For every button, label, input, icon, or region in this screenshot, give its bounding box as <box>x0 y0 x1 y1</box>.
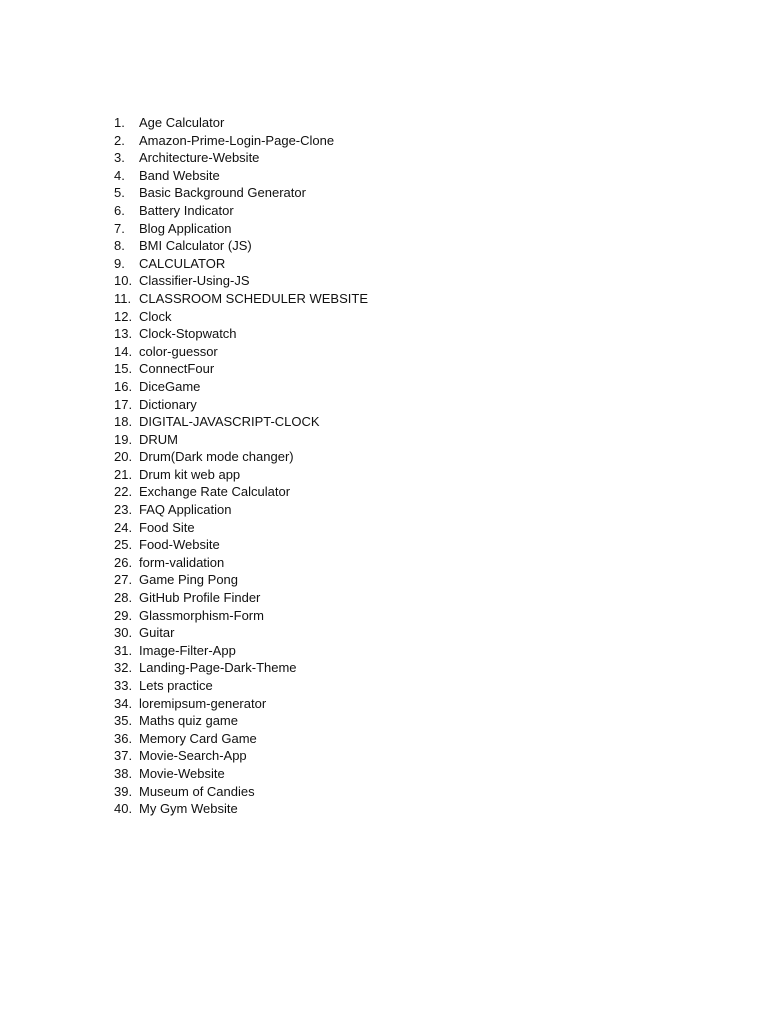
list-item <box>114 677 368 695</box>
list-item <box>114 747 368 765</box>
list-item <box>114 571 368 589</box>
list-item-text: Memory Card Game <box>139 730 257 746</box>
list-item <box>114 132 368 150</box>
list-item-number: 29. <box>114 607 133 623</box>
list-item <box>114 360 368 378</box>
list-item-number: 1. <box>114 115 125 130</box>
list-item-text: BMI Calculator (JS) <box>139 238 252 254</box>
list-item-number: 10. <box>114 273 133 289</box>
list-item-number: 31. <box>114 642 133 658</box>
list-item-number: 28. <box>114 590 133 606</box>
list-item-text: Landing-Page-Dark-Theme <box>139 660 297 676</box>
list-item-text: Movie-Search-App <box>139 748 247 764</box>
list-item-text: Movie-Website <box>139 765 225 781</box>
list-item-number: 33. <box>114 678 133 693</box>
list-item-number: 17. <box>114 396 133 412</box>
list-item-text: DIGITAL-JAVASCRIPT-CLOCK <box>139 414 320 430</box>
list-item-text: Battery Indicator <box>139 202 234 218</box>
list-item <box>114 765 368 783</box>
list-item-number: 16. <box>114 378 133 394</box>
list-item-text: form-validation <box>139 554 225 570</box>
list-item-text: FAQ Application <box>139 502 232 518</box>
list-item-number: 6. <box>114 202 125 218</box>
list-item-text: CLASSROOM SCHEDULER WEBSITE <box>139 290 368 306</box>
list-item <box>114 220 368 238</box>
list-item-text: Guitar <box>139 625 175 641</box>
list-item-number: 4. <box>114 167 125 183</box>
list-item-number: 2. <box>114 132 125 148</box>
list-item-text: Museum of Candies <box>139 783 255 799</box>
list-item-number: 37. <box>114 748 133 764</box>
list-item <box>114 167 368 185</box>
list-item-number: 24. <box>114 519 133 535</box>
list-item <box>114 431 368 449</box>
list-item-text: My Gym Website <box>139 801 238 817</box>
list-item-number: 9. <box>114 255 125 271</box>
list-item-number: 34. <box>114 695 133 711</box>
list-item-text: Image-Filter-App <box>139 642 236 658</box>
list-item-text: Band Website <box>139 167 220 183</box>
list-item-text: Amazon-Prime-Login-Page-Clone <box>139 132 335 148</box>
list-item-number: 5. <box>114 185 125 201</box>
list-item <box>114 783 368 801</box>
list-item-text: Age Calculator <box>139 115 225 130</box>
list-item-number: 26. <box>114 554 133 570</box>
list-item <box>114 290 368 308</box>
list-item-text: GitHub Profile Finder <box>139 590 261 606</box>
list-item <box>114 413 368 431</box>
list-item <box>114 448 368 466</box>
list-item-number: 12. <box>114 308 133 324</box>
list-item-number: 14. <box>114 343 133 359</box>
list-item-text: Game Ping Pong <box>139 572 239 588</box>
list-item-text: Classifier-Using-JS <box>139 273 250 289</box>
list-item-text: DiceGame <box>139 378 201 394</box>
list-item <box>114 554 368 572</box>
list-item <box>114 519 368 537</box>
list-item-text: Food-Website <box>139 537 220 553</box>
list-item <box>114 466 368 484</box>
list-item-text: DRUM <box>139 431 178 447</box>
list-item-number: 32. <box>114 660 133 676</box>
list-item <box>114 114 368 132</box>
list-item-text: Exchange Rate Calculator <box>139 484 291 500</box>
list-item-number: 40. <box>114 801 133 817</box>
list-item <box>114 378 368 396</box>
list-item-number: 15. <box>114 361 133 377</box>
list-item-number: 13. <box>114 326 133 342</box>
list-item-number: 19. <box>114 431 133 447</box>
list-item <box>114 308 368 326</box>
list-item-number: 35. <box>114 713 133 729</box>
list-item-number: 20. <box>114 449 133 465</box>
list-item-text: CALCULATOR <box>139 255 226 271</box>
list-item-text: Drum kit web app <box>139 466 241 482</box>
list-item-number: 8. <box>114 238 125 254</box>
list-item-number: 11. <box>114 290 132 306</box>
list-item <box>114 343 368 361</box>
list-item-text: Clock-Stopwatch <box>139 326 237 342</box>
list-item-text: Maths quiz game <box>139 713 238 729</box>
list-item <box>114 272 368 290</box>
list-item <box>114 589 368 607</box>
list-item <box>114 396 368 414</box>
list-item-number: 21. <box>114 466 133 482</box>
list-item-number: 38. <box>114 765 133 781</box>
list-item-number: 3. <box>114 150 125 166</box>
list-item <box>114 800 368 818</box>
list-item-number: 30. <box>114 625 133 641</box>
list-item <box>114 607 368 625</box>
list-item-number: 27. <box>114 572 133 588</box>
list-item <box>114 325 368 343</box>
list-item-text: Clock <box>139 308 172 324</box>
list-item <box>114 642 368 660</box>
list-item-text: Glassmorphism-Form <box>139 607 264 623</box>
list-item-text: Dictionary <box>139 396 197 412</box>
list-item-number: 36. <box>114 730 133 746</box>
list-item-number: 22. <box>114 484 133 500</box>
list-item-number: 39. <box>114 783 133 799</box>
list-item-number: 25. <box>114 537 133 553</box>
list-item-text: Architecture-Website <box>139 150 260 166</box>
list-item <box>114 149 368 167</box>
list-item <box>114 712 368 730</box>
list-item-number: 18. <box>114 414 133 430</box>
list-item-text: Basic Background Generator <box>139 185 306 201</box>
list-item-text: Lets practice <box>139 678 213 693</box>
list-item <box>114 695 368 713</box>
numbered-list <box>114 114 368 818</box>
list-item <box>114 202 368 220</box>
list-item-text: Food Site <box>139 519 195 535</box>
list-item <box>114 536 368 554</box>
list-item <box>114 501 368 519</box>
list-item-number: 7. <box>114 220 125 236</box>
list-item <box>114 483 368 501</box>
list-item <box>114 730 368 748</box>
list-item-text: Blog Application <box>139 220 232 236</box>
list-item-text: loremipsum-generator <box>139 695 267 711</box>
list-item-number: 23. <box>114 502 133 518</box>
list-item-text: color-guessor <box>139 343 218 359</box>
list-item-text: ConnectFour <box>139 361 215 377</box>
list-item-text: Drum(Dark mode changer) <box>139 449 294 465</box>
list-item <box>114 237 368 255</box>
list-item <box>114 624 368 642</box>
list-item <box>114 659 368 677</box>
list-item <box>114 184 368 202</box>
list-item <box>114 255 368 273</box>
